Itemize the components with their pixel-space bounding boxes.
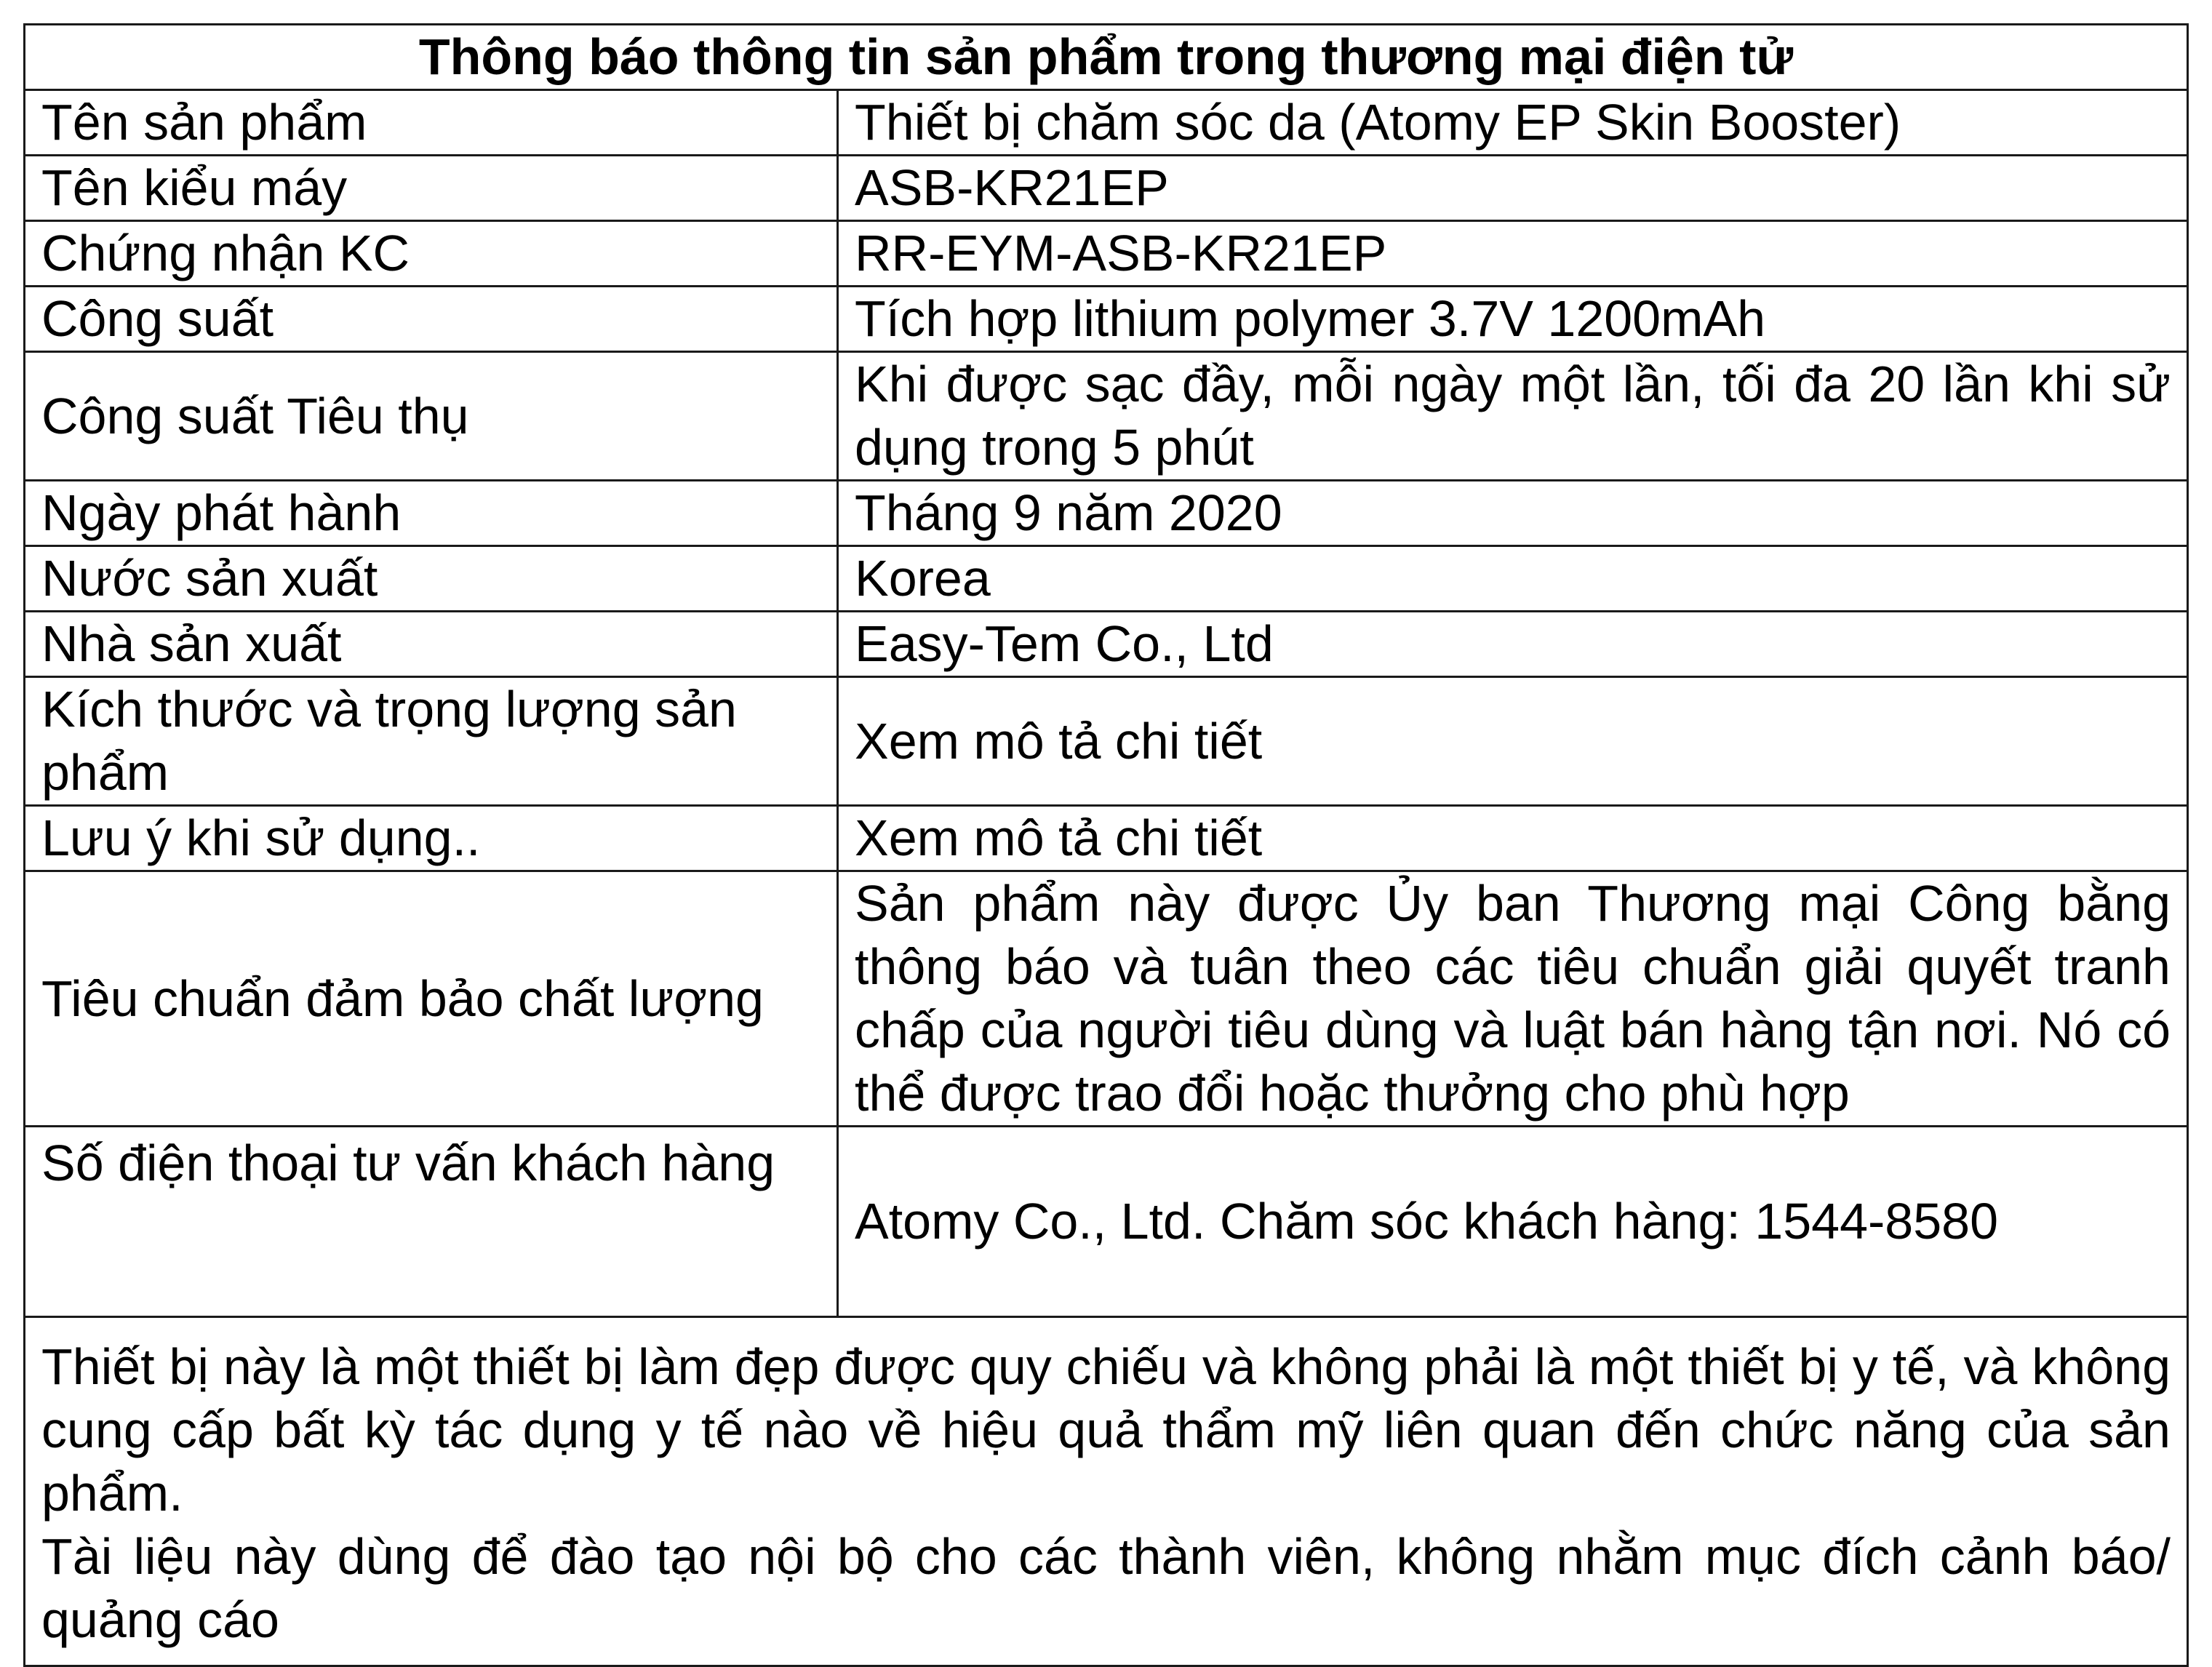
table-row	[25, 287, 2188, 352]
table-row	[25, 806, 2188, 871]
row-value: ASB-KR21EP	[838, 156, 2188, 221]
row-label: Công suất Tiêu thụ	[25, 352, 838, 481]
row-value: Atomy Co., Ltd. Chăm sóc khách hàng: 1544-8580	[838, 1127, 2188, 1317]
row-label: Lưu ý khi sử dụng..	[25, 806, 838, 871]
table-row	[25, 481, 2188, 546]
row-value: Xem mô tả chi tiết	[838, 677, 2188, 806]
row-label: Ngày phát hành	[25, 481, 838, 546]
table-row	[25, 221, 2188, 287]
row-value: Tích hợp lithium polymer 3.7V 1200mAh	[838, 287, 2188, 352]
row-label: Nhà sản xuất	[25, 612, 838, 677]
row-value: Xem mô tả chi tiết	[838, 806, 2188, 871]
table-row	[25, 612, 2188, 677]
table-row	[25, 1127, 2188, 1317]
row-label: Số điện thoại tư vấn khách hàng	[25, 1127, 838, 1317]
product-info-table	[23, 23, 2189, 1318]
row-label: Tên kiểu máy	[25, 156, 838, 221]
table-row	[25, 90, 2188, 156]
row-label: Chứng nhận KC	[25, 221, 838, 287]
training-note-text: Tài liệu này dùng để đào tạo nội bộ cho các thành viên, không nhằm mục đích cảnh báo/ quảng cáo	[41, 1528, 2171, 1648]
table-row	[25, 352, 2188, 481]
page-title: Thông báo thông tin sản phẩm trong thương mại điện tử	[25, 25, 2188, 90]
row-label: Nước sản xuất	[25, 546, 838, 612]
row-value: Korea	[838, 546, 2188, 612]
table-row	[25, 677, 2188, 806]
row-value: Tháng 9 năm 2020	[838, 481, 2188, 546]
row-label: Tiêu chuẩn đảm bảo chất lượng	[25, 871, 838, 1127]
row-label: Tên sản phẩm	[25, 90, 838, 156]
row-value: RR-EYM-ASB-KR21EP	[838, 221, 2188, 287]
table-row	[25, 156, 2188, 221]
disclaimer-box	[23, 1318, 2189, 1667]
row-value: Thiết bị chăm sóc da (Atomy EP Skin Booster)	[838, 90, 2188, 156]
table-row	[25, 546, 2188, 612]
row-label: Kích thước và trọng lượng sản phẩm	[25, 677, 838, 806]
product-info-sheet	[23, 23, 2189, 1667]
row-value: Sản phẩm này được Ủy ban Thương mại Công bằng thông báo và tuân theo các tiêu chuẩn giải quyết tranh chấp của người tiêu dùng và luật bán hàng tận nơi. Nó có thể được trao đổi hoặc thưởng cho phù hợp	[838, 871, 2188, 1127]
row-value: Khi được sạc đầy, mỗi ngày một lần, tối đa 20 lần khi sử dụng trong 5 phút	[838, 352, 2188, 481]
disclaimer-text: Thiết bị này là một thiết bị làm đẹp được quy chiếu và không phải là một thiết bị y tế, và không cung cấp bất kỳ tác dụng y tế nào về hiệu quả thẩm mỹ liên quan đến chức năng của sản phẩm.	[41, 1338, 2171, 1522]
row-label: Công suất	[25, 287, 838, 352]
title-row	[25, 25, 2188, 90]
table-row	[25, 871, 2188, 1127]
row-value: Easy-Tem Co., Ltd	[838, 612, 2188, 677]
